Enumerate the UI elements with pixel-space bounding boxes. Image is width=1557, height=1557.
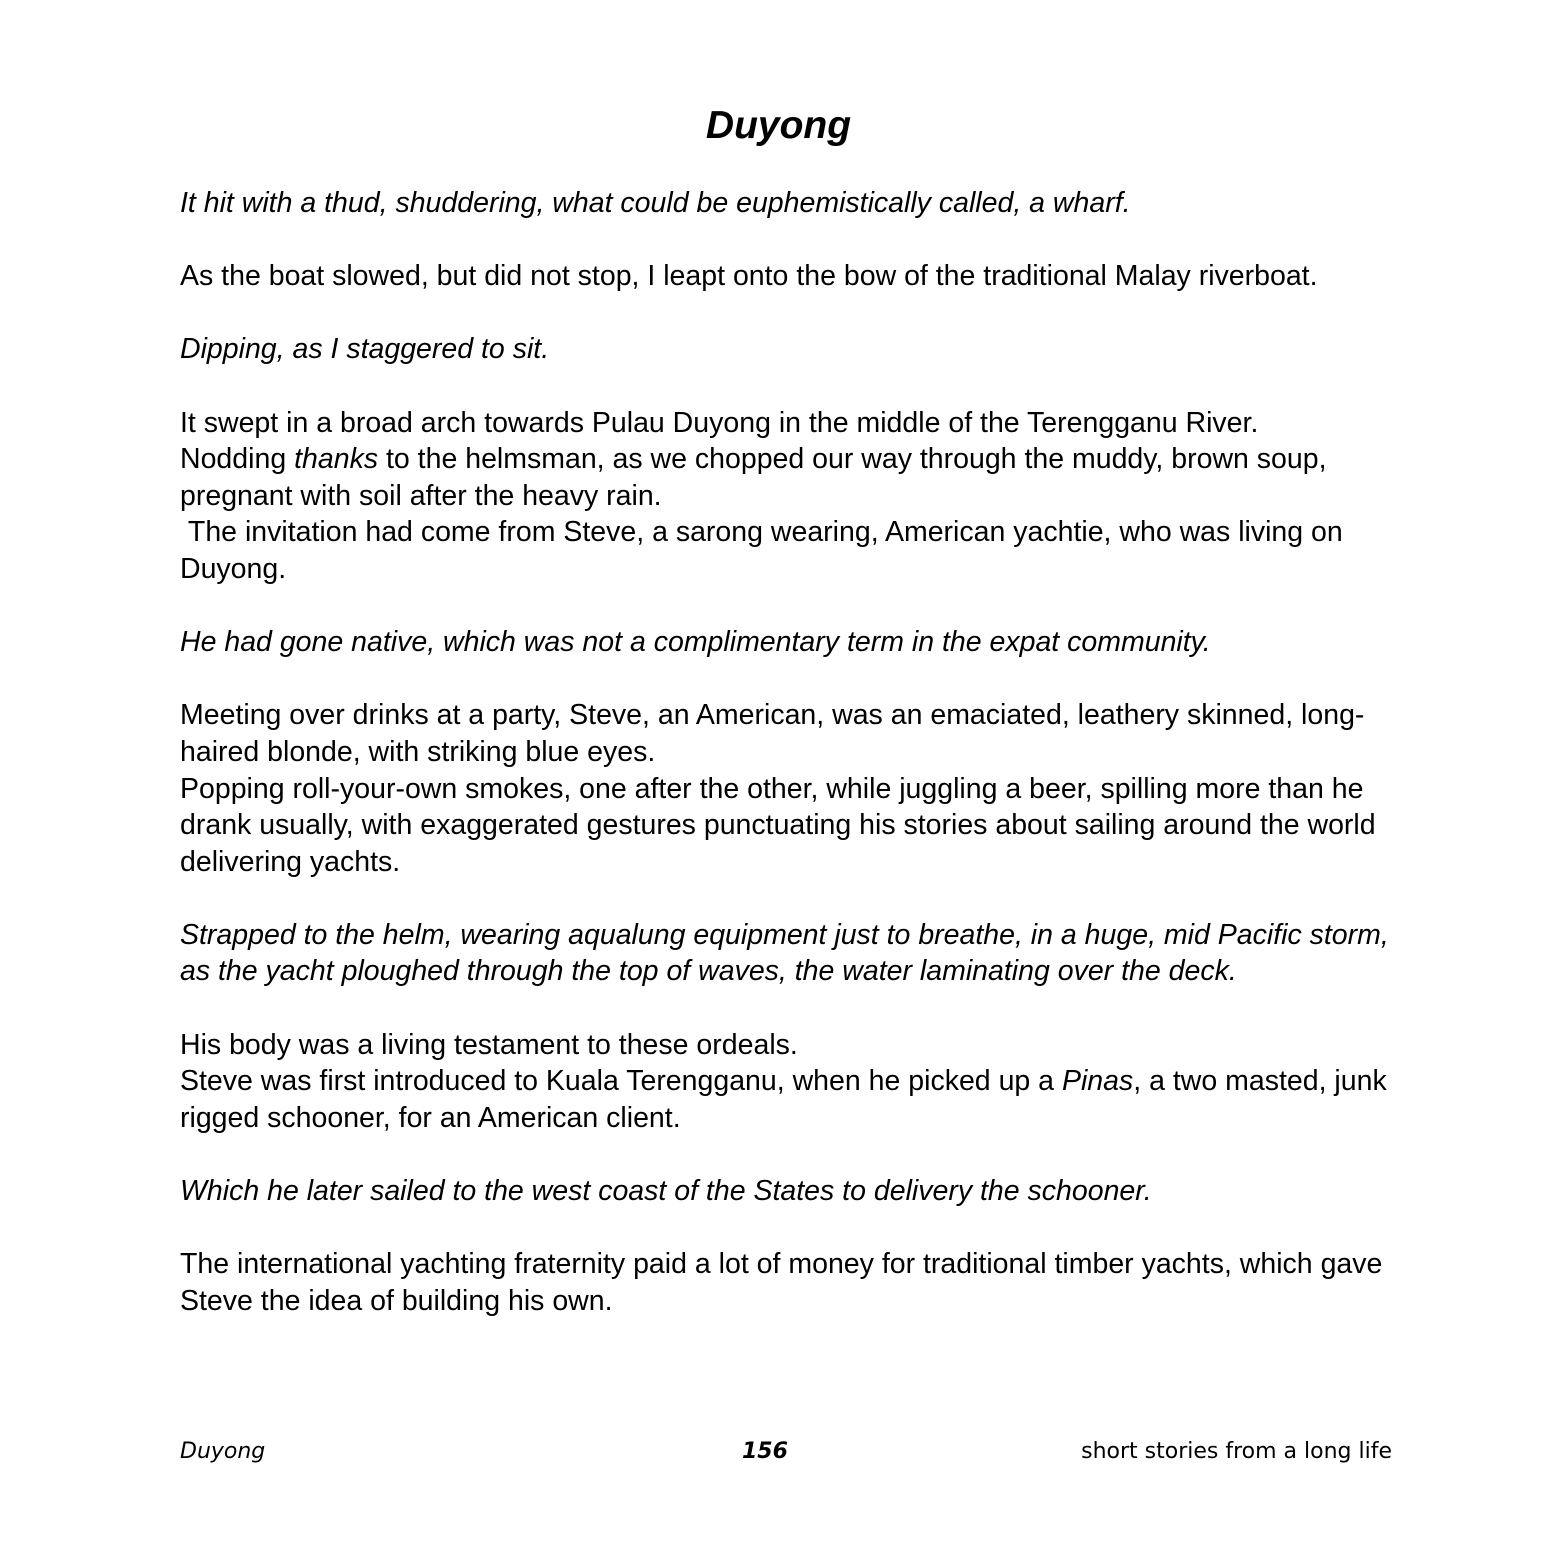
paragraph-9: Which he later sailed to the west coast of the States to delivery the schooner. (180, 1175, 1152, 1208)
paragraph-8 (180, 1027, 1395, 1137)
paragraph-4-sentence-2-end: to the helmsman, as we chopped our way through the muddy, brown soup, pregnant with soil after the heavy rain. (180, 443, 1327, 512)
paragraph-5: He had gone native, which was not a complimentary term in the expat community. (180, 626, 1211, 659)
emphasis-thanks: thanks (294, 443, 379, 476)
paragraph-6 (180, 697, 1395, 880)
paragraph-1: It hit with a thud, shuddering, what could be euphemistically called, a wharf. (180, 187, 1131, 219)
paragraph-8-sentence-2-end: , a two masted, junk rigged schooner, for an American client. (180, 1065, 1387, 1134)
paragraph-3: Dipping, as I staggered to sit. (180, 333, 550, 366)
paragraph-8-sentence-1: His body was a living testament to these ordeals. (180, 1028, 798, 1061)
page-number: 156 (742, 1439, 788, 1464)
paragraph-7: Strapped to the helm, wearing aqualung equipment just to breathe, in a huge, mid Pacific storm, as the yacht ploughed through the top of waves, the water laminating over the deck. (180, 918, 1389, 988)
emphasis-pinas: Pinas (1061, 1065, 1134, 1098)
story-body (180, 185, 1395, 1319)
paragraph-4-sentence-2-start: Nodding (180, 443, 295, 476)
page-footer (180, 1432, 1392, 1472)
paragraph-4 (180, 405, 1395, 588)
paragraph-4-sentence-3: The invitation had come from Steve, a sarong wearing, American yachtie, who was living on Duyong. (180, 516, 1351, 585)
paragraph-6-sentence-2: Popping roll-your-own smokes, one after the other, while juggling a beer, spilling more than he drank usually, with exaggerated gestures punctuating his stories about sailing around the world delivering yachts. (180, 772, 1376, 878)
paragraph-4-sentence-1: It swept in a broad arch towards Pulau Duyong in the middle of the Terengganu River. (180, 406, 1259, 439)
footer-story-title: Duyong (180, 1439, 266, 1464)
footer-book-title: short stories from a long life (1081, 1439, 1392, 1464)
paragraph-10: The international yachting fraternity paid a lot of money for traditional timber yachts, which gave Steve the idea of building his own. (180, 1248, 1383, 1317)
paragraph-8-sentence-2-start: Steve was first introduced to Kuala Terengganu, when he picked up a (180, 1065, 1062, 1098)
paragraph-6-sentence-1: Meeting over drinks at a party, Steve, an American, was an emaciated, leathery skinned, long-haired blonde, with striking blue eyes. (180, 699, 1365, 768)
paragraph-2: As the boat slowed, but did not stop, I leapt onto the bow of the traditional Malay riverboat. (180, 260, 1318, 293)
page-title: Duyong (705, 104, 852, 147)
